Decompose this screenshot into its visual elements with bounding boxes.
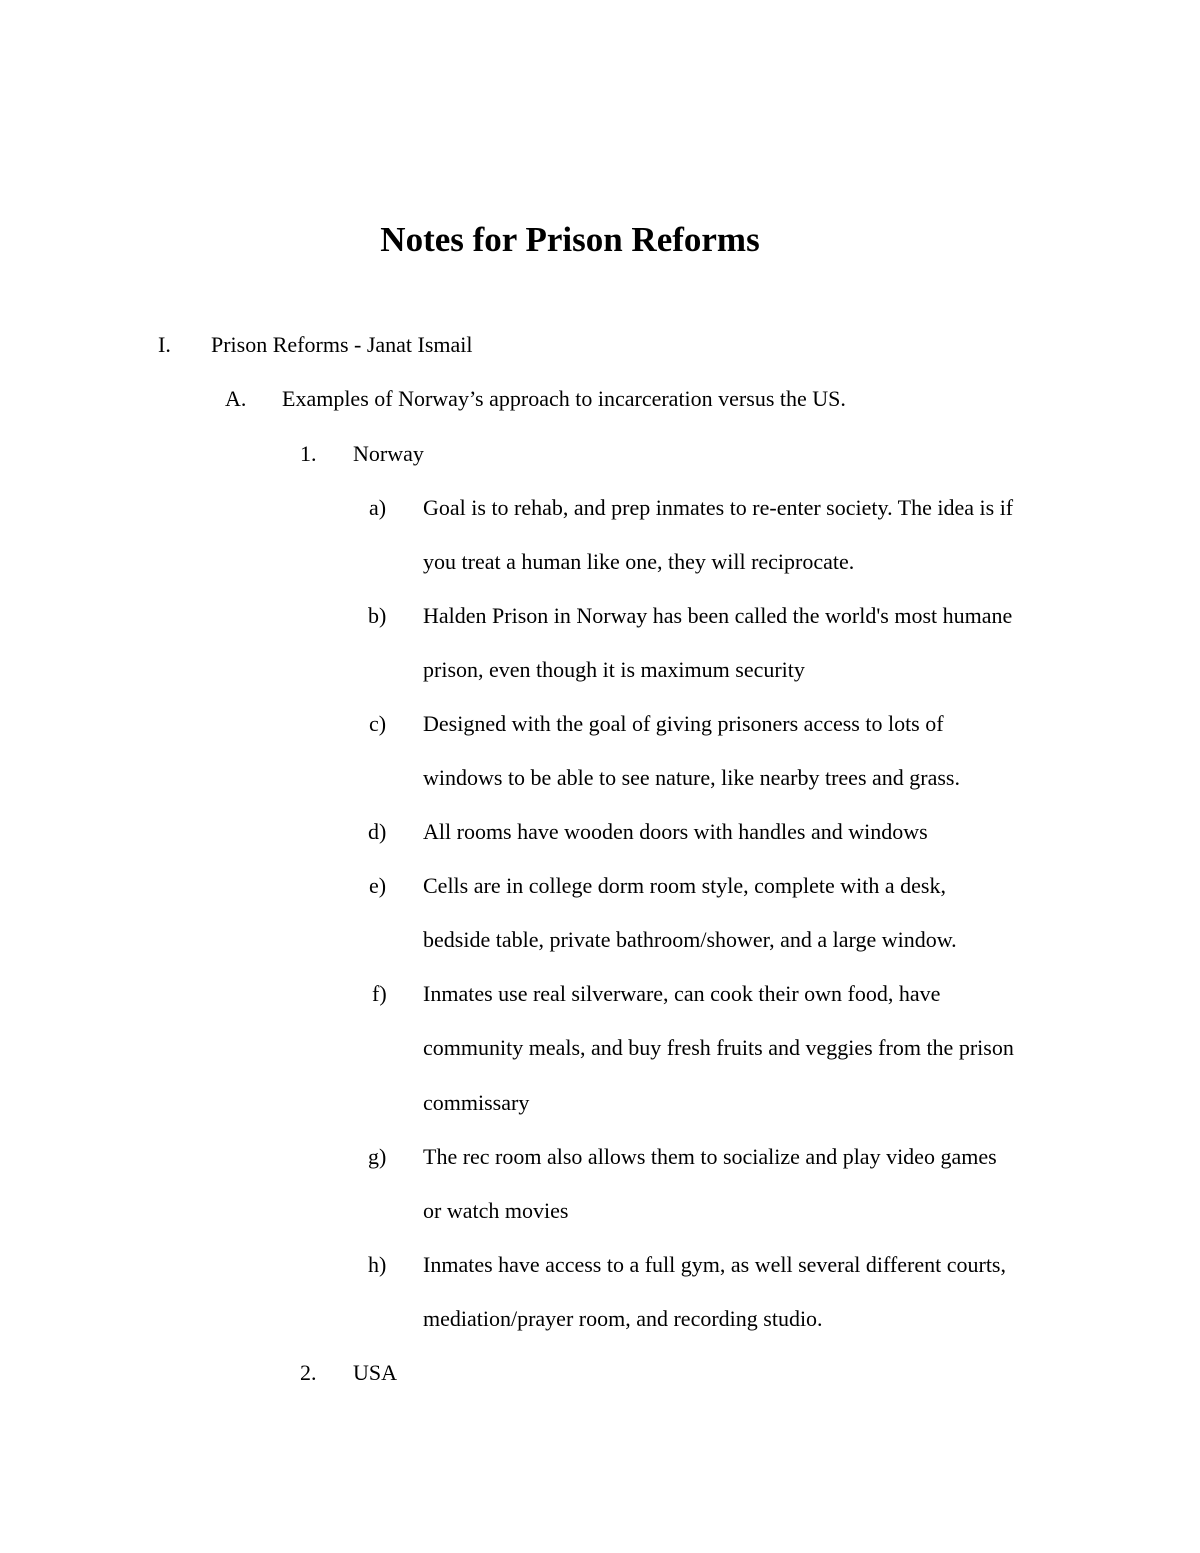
section-heading: Examples of Norway’s approach to incarceration versus the US. xyxy=(282,386,846,411)
point-text: Cells are in college dorm room style, complete with a desk, xyxy=(423,873,946,898)
point-text: Inmates use real silverware, can cook their own food, have xyxy=(423,981,941,1006)
point-marker: e) xyxy=(369,873,387,898)
subsection-heading: USA xyxy=(353,1360,398,1385)
point-text: commissary xyxy=(423,1090,530,1115)
outline-heading: Prison Reforms - Janat Ismail xyxy=(211,332,473,357)
point-text: community meals, and buy fresh fruits and veggies from the prison xyxy=(423,1035,1014,1060)
number-marker: 1. xyxy=(300,441,317,466)
point-marker: f) xyxy=(372,981,387,1006)
point-text: Goal is to rehab, and prep inmates to re-enter society. The idea is if xyxy=(423,495,1014,520)
number-marker: 2. xyxy=(300,1360,317,1385)
roman-numeral-marker: I. xyxy=(158,332,171,357)
point-marker: g) xyxy=(368,1144,387,1169)
subsection-heading: Norway xyxy=(353,441,424,466)
point-text: prison, even though it is maximum security xyxy=(423,657,805,682)
point-text: bedside table, private bathroom/shower, and a large window. xyxy=(423,927,957,952)
point-marker: d) xyxy=(368,819,387,844)
point-text: The rec room also allows them to socialize and play video games xyxy=(423,1144,997,1169)
point-text: Halden Prison in Norway has been called the world's most humane xyxy=(423,603,1013,628)
point-marker: b) xyxy=(368,603,387,628)
point-marker: h) xyxy=(368,1252,387,1277)
letter-marker: A. xyxy=(225,386,247,411)
point-text: All rooms have wooden doors with handles and windows xyxy=(423,819,928,844)
point-text: Inmates have access to a full gym, as well several different courts, xyxy=(423,1252,1006,1277)
point-text: you treat a human like one, they will reciprocate. xyxy=(423,549,855,574)
point-marker: c) xyxy=(369,711,387,736)
point-text: mediation/prayer room, and recording studio. xyxy=(423,1306,823,1331)
point-text: windows to be able to see nature, like nearby trees and grass. xyxy=(423,765,960,790)
point-text: or watch movies xyxy=(423,1198,569,1223)
point-marker: a) xyxy=(369,495,387,520)
document-title: Notes for Prison Reforms xyxy=(380,220,760,259)
point-text: Designed with the goal of giving prisoners access to lots of xyxy=(423,711,944,736)
